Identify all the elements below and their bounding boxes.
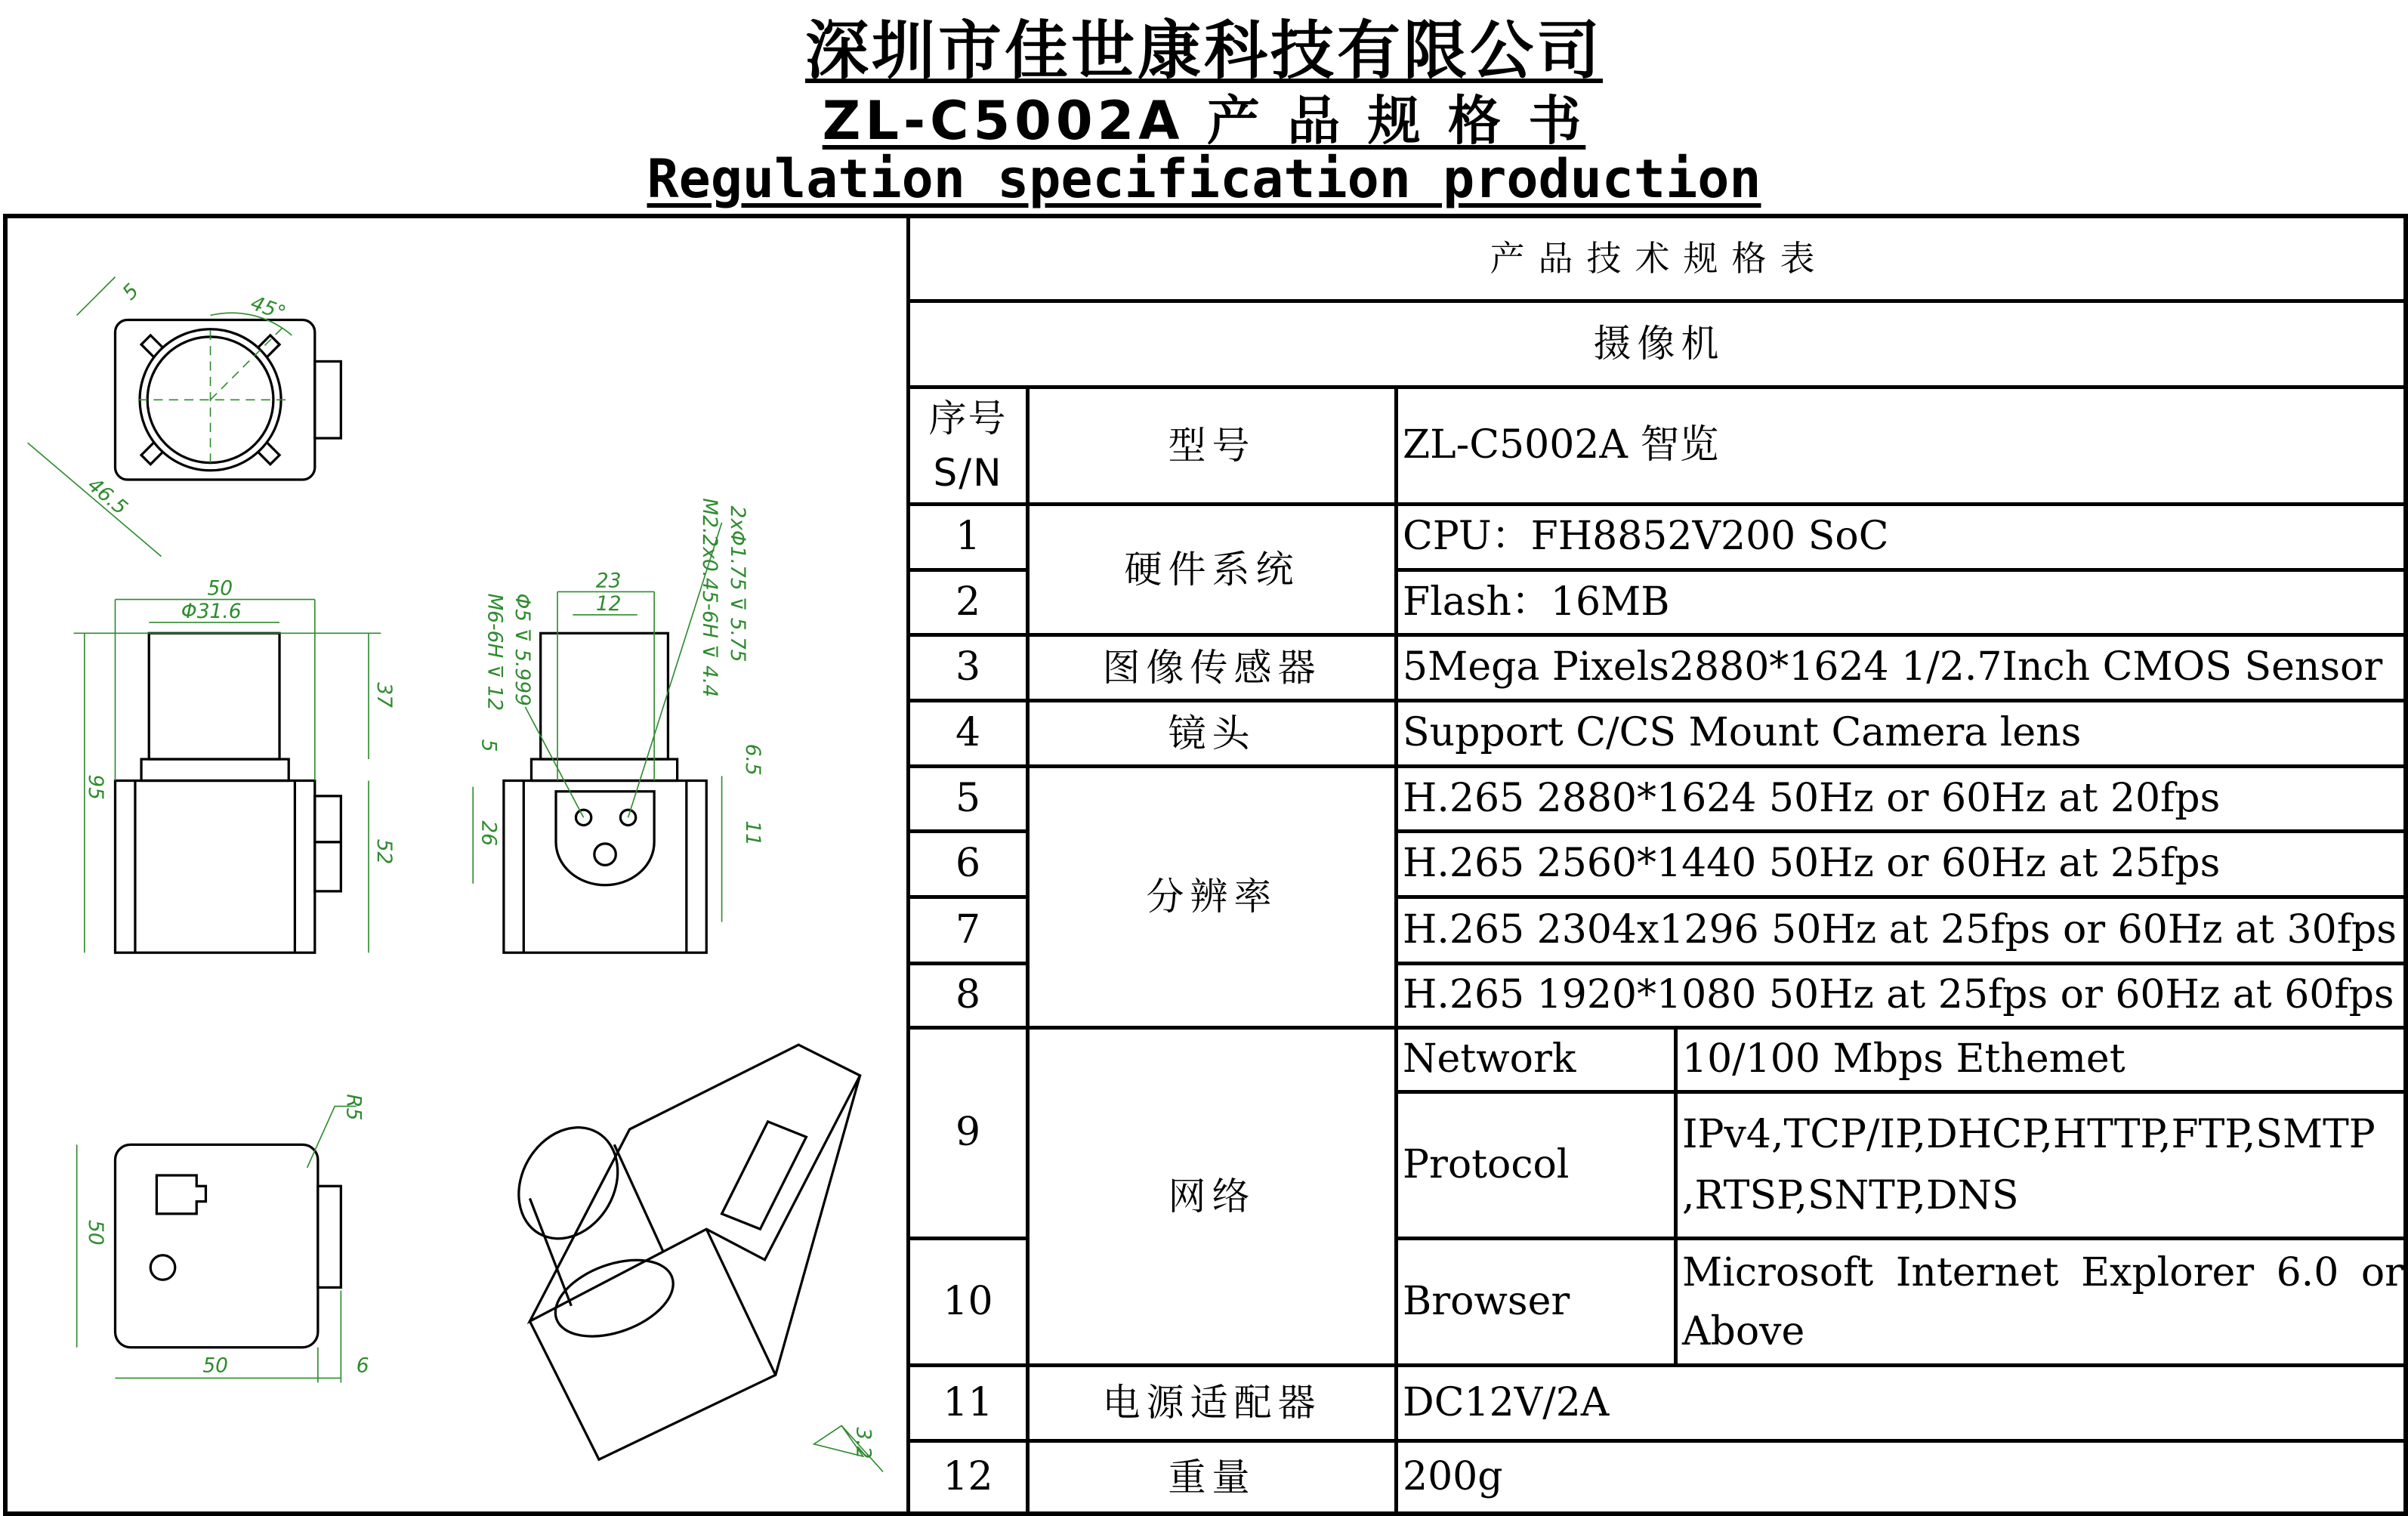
row-value: H.265 2304x1296 50Hz at 25fps or 60Hz at 30fps (1397, 897, 2408, 964)
dim-label: 23 (596, 569, 622, 592)
dim-label: 50 (207, 576, 233, 600)
row-value: 200g (1397, 1441, 2408, 1514)
dim-label: 2xΦ1.75 ⊽ 5.75 (726, 506, 749, 662)
side-view (473, 498, 764, 953)
dim-label: M6-6H ⊽ 12 (483, 593, 507, 711)
row-group: 分辨率 (1028, 767, 1397, 1028)
row-group: 网络 (1028, 1028, 1397, 1366)
sub-label: Browser (1397, 1239, 1676, 1366)
table-row (909, 701, 2408, 767)
front-view (74, 576, 397, 953)
document-title-text: ZL-C5002A 产 品 规 格 书 (823, 90, 1586, 152)
dim-label: 45° (248, 292, 289, 326)
dim-label: 50 (202, 1354, 228, 1377)
dim-label: Φ5 ⊽ 5.999 (511, 593, 534, 706)
row-number: 1 (909, 505, 1028, 570)
dim-label: 37 (372, 682, 396, 708)
table-title: 产品技术规格表 (909, 216, 2408, 301)
row-value: Support C/CS Mount Camera lens (1397, 701, 2408, 767)
dim-label: 26 (477, 820, 500, 846)
row-number: 9 (909, 1028, 1028, 1239)
dim-label: M2.2x0.45-6H ⊽ 4.4 (698, 498, 721, 697)
dim-label: 5 (118, 279, 144, 305)
dim-label: Φ31.6 (181, 600, 242, 623)
dim-label: 6.5 (741, 744, 764, 776)
table-row (909, 505, 2408, 570)
dim-label: 50 (84, 1220, 107, 1246)
row-value: Microsoft Internet Explorer 6.0 or Above (1676, 1239, 2408, 1366)
row-group: 电源适配器 (1028, 1366, 1397, 1441)
row-number: 3 (909, 635, 1028, 701)
row-value: CPU：FH8852V200 SoC (1397, 505, 2408, 570)
document-title-en-text: Regulation specification production (647, 148, 1761, 210)
dim-label: 46.5 (83, 473, 132, 520)
row-number: 8 (909, 964, 1028, 1028)
dim-label: 95 (84, 774, 107, 800)
row-number: 5 (909, 767, 1028, 832)
spec-table (906, 214, 2408, 1516)
company-name-text: 深圳市佳世康科技有限公司 (805, 14, 1603, 88)
row-number: 12 (909, 1441, 1028, 1514)
isometric-view (499, 1045, 883, 1471)
sn-header: 序号 S/N (909, 387, 1028, 505)
table-row (909, 1441, 2408, 1514)
row-group: 重量 (1028, 1441, 1397, 1514)
row-value: H.265 2560*1440 50Hz or 60Hz at 25fps (1397, 832, 2408, 897)
model-label: 型号 (1028, 387, 1397, 505)
model-value: ZL-C5002A 智览 (1397, 387, 2408, 505)
table-row (909, 767, 2408, 832)
table-row (909, 1366, 2408, 1441)
row-value: Flash：16MB (1397, 570, 2408, 635)
row-group: 硬件系统 (1028, 505, 1397, 635)
dim-label: 3.2 (852, 1427, 875, 1459)
row-number: 11 (909, 1366, 1028, 1441)
dim-label: 52 (372, 839, 396, 865)
table-subtitle: 摄像机 (909, 301, 2408, 387)
row-value: H.265 2880*1624 50Hz or 60Hz at 20fps (1397, 767, 2408, 832)
row-value: IPv4,TCP/IP,DHCP,HTTP,FTP,SMTP ,RTSP,SNTP,DNS (1676, 1092, 2408, 1239)
table-row (909, 1028, 2408, 1092)
rear-view (77, 1094, 369, 1382)
dim-label: 11 (741, 820, 764, 846)
dim-label: 5 (477, 739, 500, 752)
row-group: 镜头 (1028, 701, 1397, 767)
top-view (28, 277, 341, 557)
row-number: 7 (909, 897, 1028, 964)
row-number: 4 (909, 701, 1028, 767)
dim-label: 12 (596, 592, 622, 616)
row-value: 5Mega Pixels2880*1624 1/2.7Inch CMOS Sensor (1397, 635, 2408, 701)
row-value: DC12V/2A (1397, 1366, 2408, 1441)
row-value: 10/100 Mbps Ethemet (1676, 1028, 2408, 1092)
sub-label: Network (1397, 1028, 1676, 1092)
row-group: 图像传感器 (1028, 635, 1397, 701)
row-value: H.265 1920*1080 50Hz at 25fps or 60Hz at 60fps (1397, 964, 2408, 1028)
table-row (909, 635, 2408, 701)
sub-label: Protocol (1397, 1092, 1676, 1239)
table-head-row (909, 387, 2408, 505)
dim-label: 6 (357, 1354, 369, 1377)
dim-label: R5 (341, 1094, 365, 1120)
row-number: 2 (909, 570, 1028, 635)
row-number: 10 (909, 1239, 1028, 1366)
row-number: 6 (909, 832, 1028, 897)
